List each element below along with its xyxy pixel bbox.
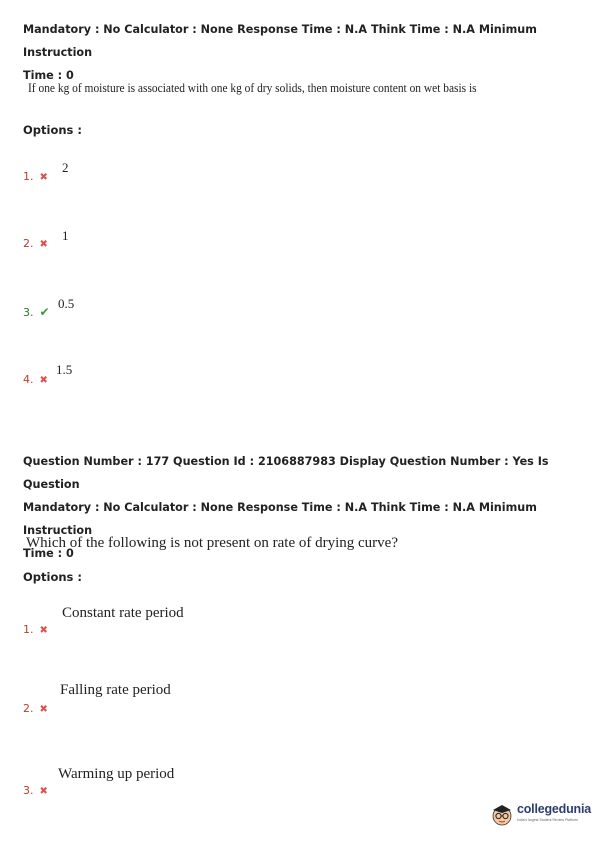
option-value: 1.5 (56, 362, 73, 377)
meta-line: Mandatory : No Calculator : None Response Time : N.A Think Time : N.A Minimum Instruction (23, 501, 537, 537)
option-value: 2 (62, 160, 69, 175)
cross-icon: ✖ (39, 786, 48, 797)
mascot-icon (489, 801, 515, 827)
collegedunia-logo (487, 797, 591, 831)
check-icon: ✔ (39, 305, 50, 319)
option-number: 2. ✖ (23, 237, 48, 250)
option-value: 1 (62, 228, 69, 243)
cross-icon: ✖ (39, 375, 48, 386)
meta-line: Time : 0 (23, 547, 74, 560)
option-value: Constant rate period (62, 605, 184, 621)
option-number: 2. ✖ (23, 702, 48, 715)
option-number: 3. ✖ (23, 784, 48, 797)
brand-name: collegedunia (517, 802, 592, 816)
brand-tagline: India's largest Student Review Platform (517, 818, 578, 822)
option-number: 1. ✖ (23, 170, 48, 183)
option-number: 4. ✖ (23, 373, 48, 386)
meta-line: Question Number : 177 Question Id : 2106887983 Display Question Number : Yes Is Question (23, 455, 549, 491)
cross-icon: ✖ (39, 625, 48, 636)
question-text: Which of the following is not present on rate of drying curve? (26, 535, 398, 551)
option-value: Falling rate period (60, 682, 171, 698)
question-meta (23, 18, 583, 87)
option-value: 0.5 (58, 296, 75, 311)
cross-icon: ✖ (39, 172, 48, 183)
cross-icon: ✖ (39, 704, 48, 715)
options-label: Options : (23, 123, 82, 137)
option-number: 1. ✖ (23, 623, 48, 636)
question-text: If one kg of moisture is associated with one kg of dry solids, then moisture content on wet basis is (28, 80, 477, 95)
option-value: Warming up period (58, 766, 175, 782)
cross-icon: ✖ (39, 239, 48, 250)
options-label: Options : (23, 570, 82, 584)
meta-line: Time : 0 (23, 69, 74, 82)
option-number: 3. ✔ (23, 305, 50, 319)
meta-line: Mandatory : No Calculator : None Response Time : N.A Think Time : N.A Minimum Instruction (23, 23, 537, 59)
